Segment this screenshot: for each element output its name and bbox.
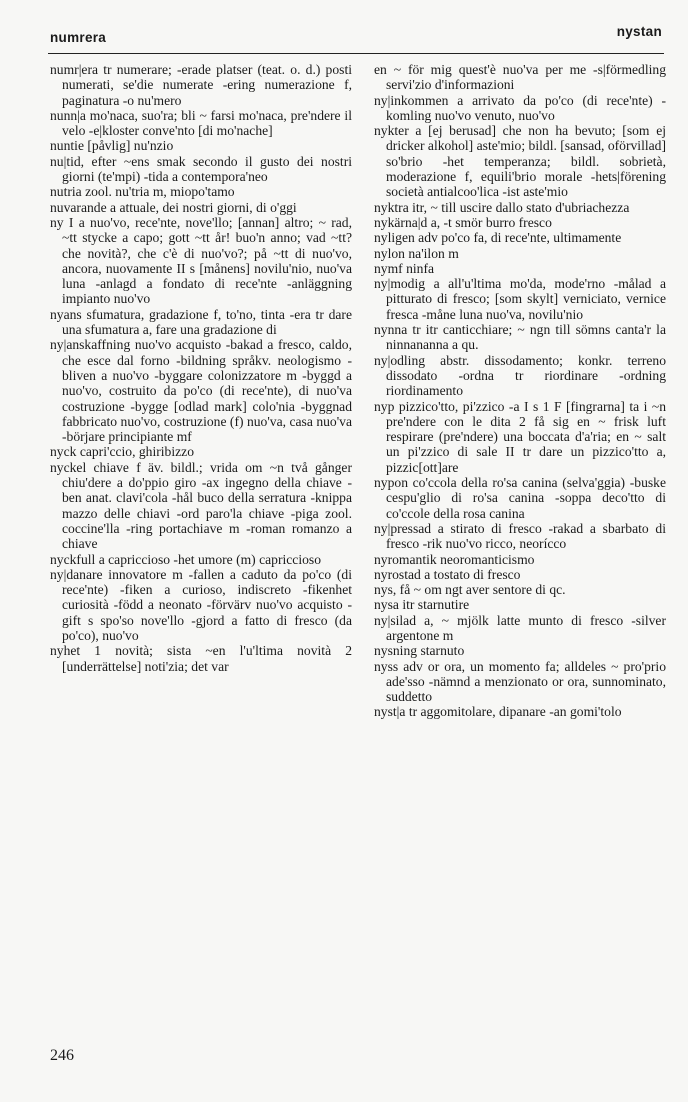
dictionary-entry: numr|era tr numerare; -erade platser (teat. o. d.) posti numerati, se'die numerate -ering numerazione f, paginatura -o nu'mero	[50, 62, 352, 108]
dictionary-entry: nyrostad a tostato di fresco	[374, 566, 521, 582]
dictionary-entry: nynna tr itr canticchiare; ~ ngn till sömns canta'r la ninnananna a qu.	[374, 322, 666, 353]
right-column	[374, 62, 666, 720]
dictionary-entry: nu|tid, efter ~ens smak secondo il gusto dei nostri giorni (te'mpi) -tida a contempora'neo	[50, 153, 352, 185]
dictionary-entry: nutria zool. nu'tria m, miopo'tamo	[50, 184, 235, 200]
dictionary-entry: nyss adv or ora, un momento fa; alldeles ~ pro'prio ade'sso -nämnd a menzionato or ora, sunnominato, suddetto	[374, 658, 666, 705]
dictionary-entry: nyck capri'ccio, ghiribizzo	[50, 444, 194, 460]
dictionary-entry: nuvarande a attuale, dei nostri giorni, di o'ggi	[50, 199, 297, 215]
dictionary-entry: nyans sfumatura, gradazione f, to'no, tinta -era tr dare una sfumatura a, fare una gradazione di	[50, 306, 352, 338]
right-guide-word: nystan	[616, 24, 662, 39]
left-guide-word: numrera	[50, 30, 107, 45]
dictionary-entry: nylon na'ilon m	[374, 245, 459, 261]
dictionary-entry: ny|silad a, ~ mjölk latte munto di fresco -silver argentone m	[374, 612, 666, 643]
dictionary-entry: nykter a [ej berusad] che non ha bevuto; [som ej dricker alkohol] aste'mio; bildl. [sansad, oförvillad] so'brio -het temperanza; bildl. sobrietà, moderazione f, equili'brio morale -hets|förening società antialcoo'lica -ist aste'mio	[374, 123, 666, 200]
dictionary-entry: nyst|a tr aggomitolare, dipanare -an gomi'tolo	[374, 704, 622, 720]
running-head	[50, 24, 662, 50]
dictionary-entry: nyp pizzico'tto, pi'zzico -a I s 1 F [fingrarna] ta i ~n pre'ndere con le dita 2 få sig en ~ frisk luft respirare (pre'ndere) una boccata d'a'ria; en ~ salt un pi'zzico di sale II tr dare un pizzico'tto a, pizzic[ott]are	[374, 398, 666, 475]
dictionary-entry: nysa itr starnutire	[374, 597, 470, 613]
dictionary-entry: nypon co'ccola della ro'sa canina (selva'ggia) -buske cespu'glio di ro'sa canina -soppa deco'tto di co'ccole della rosa canina	[374, 475, 666, 521]
dictionary-entry: nysning starnuto	[374, 643, 465, 659]
dictionary-entry: nymf ninfa	[374, 260, 435, 276]
dictionary-entry: ny|inkommen a arrivato da po'co (di rece'nte) -komling nuo'vo venuto, nuo'vo	[374, 92, 666, 123]
dictionary-entry: en ~ för mig quest'è nuo'va per me -s|förmedling servi'zio d'informazioni	[374, 62, 666, 93]
dictionary-entry: nyligen adv po'co fa, di rece'nte, ultimamente	[374, 230, 622, 246]
dictionary-entry: ny I a nuo'vo, rece'nte, nove'llo; [annan] altro; ~ rad, ~tt stycke a capo; gott ~tt år! buo'n anno; vad ~tt? che novità?, che c'è di nuo'vo?; på ~tt di nuo'vo, ancora, nuovamente II s [månens] novilu'nio, nuo'va luna -anlagd a fondato di rece'nte -anläggning impianto nuo'vo	[50, 214, 352, 307]
dictionary-entry: nyckel chiave f äv. bildl.; vrida om ~n två gånger chiu'dere a do'ppio giro -ax ingegno della chiave -ben anat. clavi'cola -hål buco della serratura -knippa mazzo delle chiavi -ord paro'la chiave -piga zool. coccine'lla -ring portachiave m -roman romanzo a chiave	[50, 459, 352, 552]
dictionary-entry: nyktra itr, ~ till uscire dallo stato d'ubriachezza	[374, 199, 630, 215]
dictionary-entry: nunn|a mo'naca, suo'ra; bli ~ farsi mo'naca, pre'ndere il velo -e|kloster conve'nto [di mo'nache]	[50, 107, 352, 139]
dictionary-entry: nyhet 1 novità; sista ~en l'u'ltima novità 2 [underrättelse] noti'zia; det var	[50, 643, 352, 674]
dictionary-entry: ny|anskaffning nuo'vo acquisto -bakad a fresco, caldo, che esce dal forno -bildning språkv. neologismo -bliven a nuo'vo -byggare colonizzatore m -byggd a nuo'vo, costruito da po'co (di rece'nte), di nuo'va costruzione -bygge [odlad mark] colo'nia -byggnad fabbricato nuo'vo, costruzione (f) nuo'va, casa nuo'va -börjare principiante mf	[50, 337, 352, 445]
left-column	[50, 62, 352, 674]
dictionary-entry: nyckfull a capriccioso -het umore (m) capriccioso	[50, 551, 322, 567]
dictionary-entry: ny|danare innovatore m -fallen a caduto da po'co (di rece'nte) -fiken a curioso, indiscreto -fikenhet curiosità -född a neonato -förvärv nuo'vo acquisto -gift s spo'so nove'llo -gjord a fatto di fresco (da po'co), nuo'vo	[50, 566, 352, 643]
header-rule	[48, 53, 664, 54]
dictionary-entry: ny|pressad a stirato di fresco -rakad a sbarbato di fresco -rik nuo'vo ricco, neorícco	[374, 520, 666, 552]
dictionary-entry: nys, få ~ om ngt aver sentore di qc.	[374, 582, 566, 598]
dictionary-entry: nykärna|d a, -t smör burro fresco	[374, 214, 552, 230]
dictionary-entry: ny|odling abstr. dissodamento; konkr. terreno dissodato -ordna tr riordinare -ordning riordinamento	[374, 352, 666, 399]
dictionary-entry: nuntie [påvlig] nu'nzio	[50, 138, 174, 154]
dictionary-entry: nyromantik neoromanticismo	[374, 551, 535, 567]
dictionary-entry: ny|modig a all'u'ltima mo'da, mode'rno -målad a pitturato di fresco; [som skylt] verniciato, vernice fresca -måne luna nuo'va, novilu'nio	[374, 276, 666, 322]
page-number: 246	[50, 1047, 74, 1064]
